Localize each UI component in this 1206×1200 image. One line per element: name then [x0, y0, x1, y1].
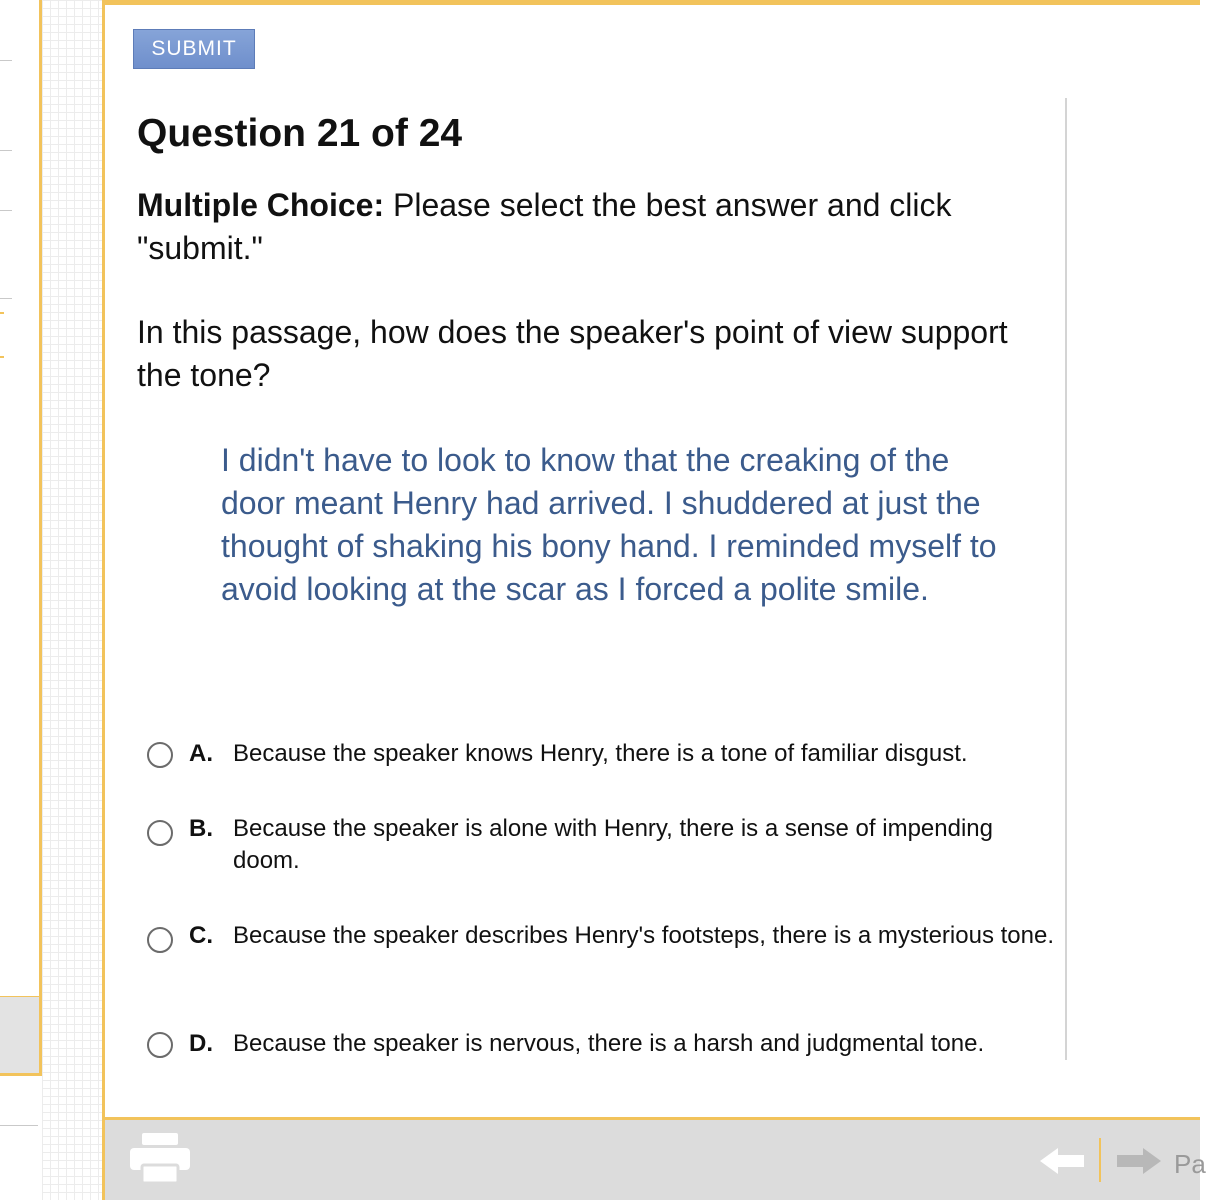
side-footer-block [0, 996, 39, 1073]
side-divider [0, 298, 12, 299]
instructions [137, 184, 1037, 270]
choice-text: Because the speaker is nervous, there is a harsh and judgmental tone. [233, 1030, 985, 1057]
instructions-label: Multiple Choice: [137, 187, 385, 223]
choice-letter: C. [189, 922, 213, 949]
question-title: Question 21 of 24 [137, 112, 463, 155]
question-prompt: In this passage, how does the speaker's point of view support the tone? [137, 314, 1008, 393]
radio-button[interactable] [147, 742, 173, 768]
submit-button[interactable]: SUBMIT [133, 29, 255, 69]
print-icon[interactable] [128, 1133, 192, 1185]
choice-text: Because the speaker describes Henry's footsteps, there is a mysterious tone. [233, 922, 1054, 949]
answer-choice-d[interactable] [147, 1028, 1057, 1060]
grid-background [42, 0, 102, 1200]
toolbar-divider [1099, 1138, 1101, 1182]
answer-choice-a[interactable] [147, 738, 1057, 770]
side-marker [0, 356, 4, 358]
answer-choice-b[interactable] [147, 813, 1057, 877]
page-label: Pa [1174, 1149, 1206, 1179]
next-arrow-icon[interactable] [1115, 1148, 1161, 1174]
side-divider [0, 60, 12, 61]
side-divider [0, 150, 12, 151]
choice-letter: D. [189, 1030, 213, 1057]
prev-arrow-icon[interactable] [1040, 1148, 1086, 1174]
left-side-panel [0, 0, 42, 1076]
choice-text: Because the speaker is alone with Henry, there is a sense of impending doom. [233, 815, 993, 874]
choice-letter: B. [189, 815, 213, 842]
side-divider [0, 210, 12, 211]
side-divider [0, 1125, 38, 1126]
choice-letter: A. [189, 740, 213, 767]
radio-button[interactable] [147, 927, 173, 953]
content-divider [1065, 98, 1067, 1060]
choice-text: Because the speaker knows Henry, there is a tone of familiar disgust. [233, 740, 968, 767]
instructions-text: Please select the best answer and click "submit." [137, 187, 952, 266]
side-marker [0, 312, 4, 314]
bottom-toolbar [102, 1117, 1200, 1200]
answer-choice-c[interactable] [147, 920, 1057, 953]
passage-text: I didn't have to look to know that the creaking of the door meant Henry had arrived. I shuddered at just the thought of shaking his bony hand. I reminded myself to avoid looking at the scar as I forced a polite smile. [221, 442, 997, 607]
radio-button[interactable] [147, 820, 173, 846]
radio-button[interactable] [147, 1032, 173, 1058]
